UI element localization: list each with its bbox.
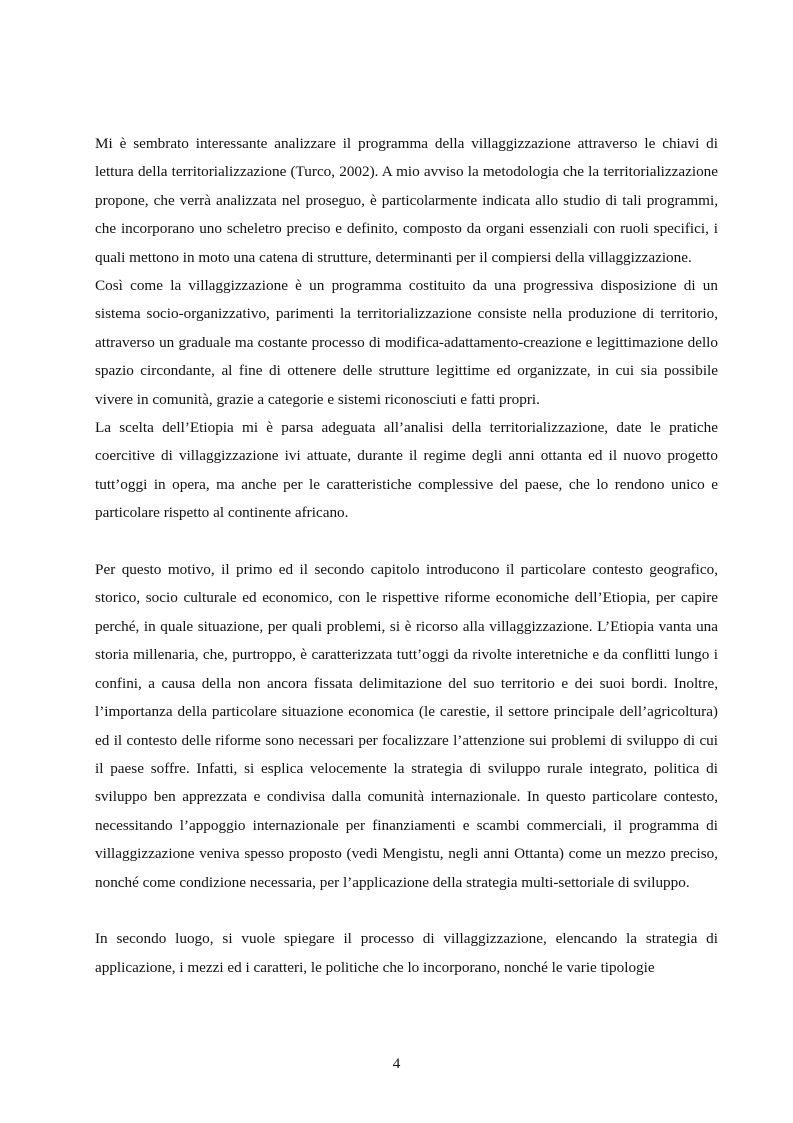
paragraph-1: Mi è sembrato interessante analizzare il programma della villaggizzazione attraverso le chiavi di lettura della territorializzazione (Turco, 2002). A mio avviso la metodologia che la territorializzazione propone, che verrà analizzata nel proseguo, è particolarmente indicata allo studio di tali programmi, che incorporano uno scheletro preciso e definito, composto da organi essenziali con ruoli specifici, i quali mettono in moto una catena di strutture, determinanti per il compiersi della villaggizzazione. <box>95 135 718 266</box>
page-number: 4 <box>392 1055 401 1072</box>
body-text <box>95 130 718 982</box>
paragraph-3: La scelta dell’Etiopia mi è parsa adeguata all’analisi della territorializzazione, date le pratiche coercitive di villaggizzazione ivi attuate, durante il regime degli anni ottanta ed il nuovo progetto tutt’oggi in opera, ma anche per le caratteristiche complessive del paese, che lo rendono unico e particolare rispetto al continente africano. <box>95 419 718 522</box>
paragraph-spacer <box>95 528 718 556</box>
paragraph-2: Così come la villaggizzazione è un programma costituito da una progressiva disposizione di un sistema socio-organizzativo, parimenti la territorializzazione consiste nella produzione di territorio, attraverso un graduale ma costante processo di modifica-adattamento-creazione e legittimazione dello spazio circondante, al fine di ottenere delle strutture legittime ed organizzate, in cui sia possibile vivere in comunità, grazie a categorie e sistemi riconosciuti e fatti propri. <box>95 277 718 408</box>
paragraph-spacer <box>95 897 718 925</box>
paragraph-4: Per questo motivo, il primo ed il secondo capitolo introducono il particolare contesto geografico, storico, socio culturale ed economico, con le rispettive riforme economiche dell’Etiopia, per capire perché, in quale situazione, per quali problemi, si è ricorso alla villaggizzazione. L’Etiopia vanta una storia millenaria, che, purtroppo, è caratterizzata tutt’oggi da rivolte interetniche e da conflitti lungo i confini, a causa della non ancora fissata delimitazione del suo territorio e dei suoi bordi. Inoltre, l’importanza della particolare situazione economica (le carestie, il settore principale dell’agricoltura) ed il contesto delle riforme sono necessari per focalizzare l’attenzione sui problemi di sviluppo di cui il paese soffre. Infatti, si esplica velocemente la strategia di sviluppo rurale integrato, politica di sviluppo ben apprezzata e condivisa dalla comunità internazionale. In questo particolare contesto, necessitando l’appoggio internazionale per finanziamenti e scambi commerciali, il programma di villaggizzazione veniva spesso proposto (vedi Mengistu, negli anni Ottanta) come un mezzo preciso, nonché come condizione necessaria, per l’applicazione della strategia multi-settoriale di sviluppo. <box>95 561 718 891</box>
paragraph-5: In secondo luogo, si vuole spiegare il processo di villaggizzazione, elencando la strategia di applicazione, i mezzi ed i caratteri, le politiche che lo incorporano, nonché le varie tipologie <box>95 930 718 976</box>
